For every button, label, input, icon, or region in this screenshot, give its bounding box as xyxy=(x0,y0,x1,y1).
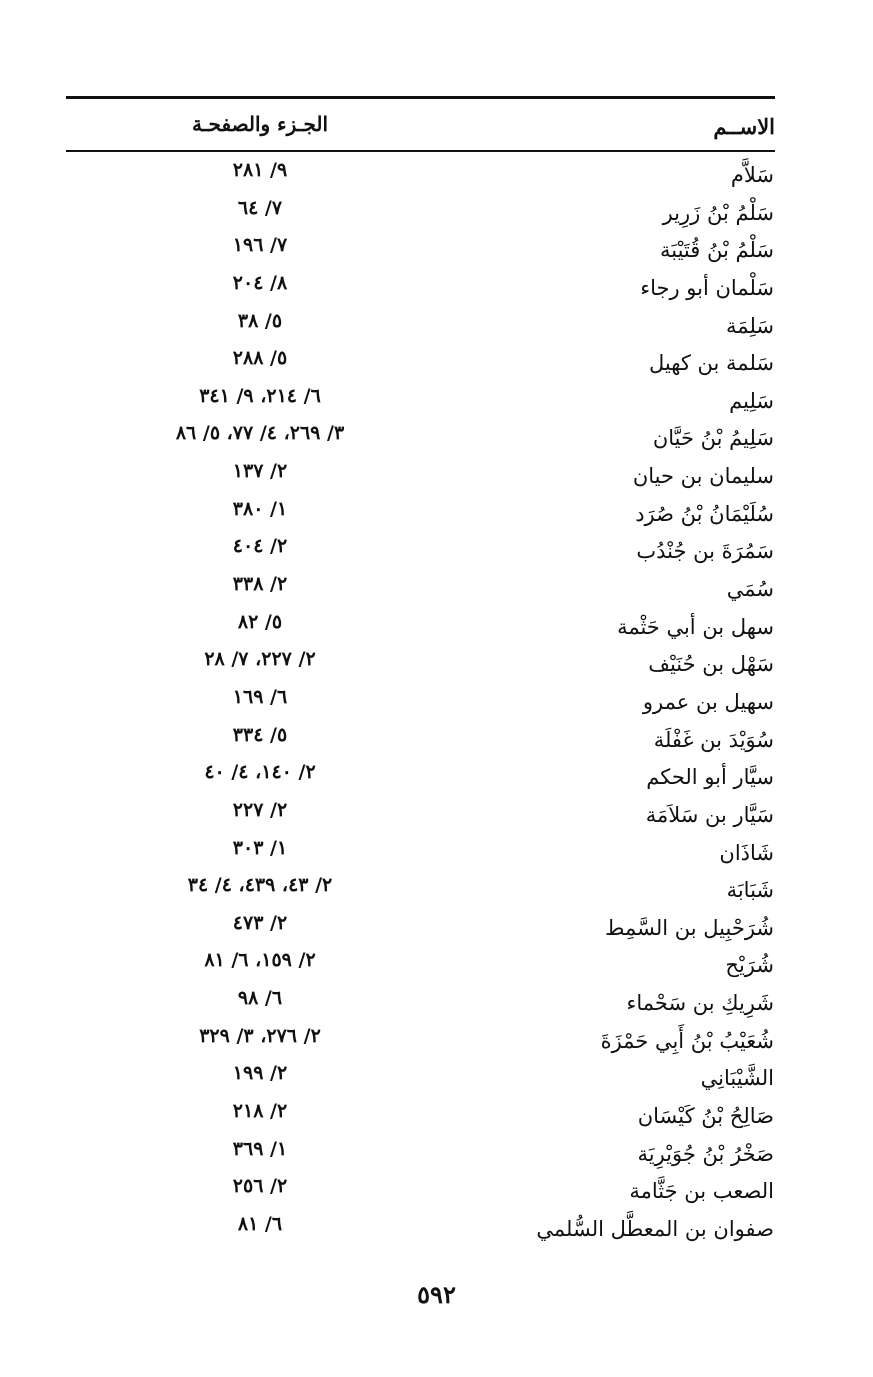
list-item xyxy=(0,566,873,604)
narrator-name: شَرِيكِ بن سَحْماء xyxy=(626,991,774,1016)
volume-page-reference: ٢/ ٢٥٦ xyxy=(232,1175,288,1198)
list-item xyxy=(0,491,873,529)
narrator-name: سَلْمان أبو رجاء xyxy=(640,275,774,300)
volume-page-reference: ٢/ ١٣٧ xyxy=(232,460,288,483)
volume-page-reference: ٢/ ٢٢٧، ٧/ ٢٨ xyxy=(204,648,316,671)
volume-page-reference: ٢/ ٢١٨ xyxy=(232,1100,288,1123)
narrator-name: سَيَّار بن سَلاَمَة xyxy=(645,802,774,827)
name-column-header: الاســم xyxy=(713,114,775,139)
list-item xyxy=(0,1131,873,1169)
list-item xyxy=(0,1093,873,1131)
narrator-name: سُلَيْمَانُ بْنُ صُرَد xyxy=(635,501,774,526)
volume-page-reference: ٩/ ٢٨١ xyxy=(232,159,288,181)
narrator-name: صَالِحُ بْنُ كَيْسَان xyxy=(637,1104,774,1129)
narrator-name: شُعَيْبُ بْنُ أَبِي حَمْزَةَ xyxy=(600,1028,774,1053)
narrator-name: شَاذَان xyxy=(719,840,774,865)
volume-page-reference: ٢/ ٤٠٤ xyxy=(232,535,288,558)
list-item xyxy=(0,1168,873,1206)
list-item xyxy=(0,867,873,905)
narrator-name: سَلِيم xyxy=(729,388,774,413)
volume-page-reference: ١/ ٣٦٩ xyxy=(232,1137,288,1160)
narrator-name: سَلمة بن كهيل xyxy=(648,351,774,376)
list-item xyxy=(0,942,873,980)
list-item xyxy=(0,1018,873,1056)
volume-page-reference: ١/ ٣٨٠ xyxy=(232,497,288,520)
volume-page-reference: ٢/ ٢٢٧ xyxy=(232,798,288,821)
list-item xyxy=(0,641,873,679)
list-item xyxy=(0,905,873,943)
narrator-name: صَخْرُ بْنُ جُوَيْرِيَة xyxy=(637,1141,774,1166)
narrator-name: سُمَي xyxy=(726,577,774,602)
narrator-name: سهيل بن عمرو xyxy=(642,689,774,714)
narrator-name: شُرَيْح xyxy=(725,953,774,978)
list-item xyxy=(0,679,873,717)
narrator-name: سليمان بن حيان xyxy=(632,464,774,489)
narrator-name: الشَّيْبَانِي xyxy=(700,1066,774,1091)
list-item xyxy=(0,830,873,868)
list-item xyxy=(0,227,873,265)
narrator-name: سَلِيمُ بْنُ حَيَّان xyxy=(652,426,774,451)
volume-page-reference: ٢/ ٤٣، ٤٣٩، ٤/ ٣٤ xyxy=(187,874,333,897)
list-item xyxy=(0,303,873,341)
list-item xyxy=(0,415,873,453)
narrator-name: الصعب بن جَثَّامة xyxy=(629,1179,774,1204)
list-item xyxy=(0,528,873,566)
volume-page-reference: ٥/ ٢٨٨ xyxy=(232,347,288,370)
list-item xyxy=(0,453,873,491)
list-item xyxy=(0,1055,873,1093)
list-item xyxy=(0,152,873,190)
volume-page-reference: ١/ ٣٠٣ xyxy=(232,836,288,859)
volume-page-reference: ٢/ ١٥٩، ٦/ ٨١ xyxy=(204,949,316,972)
page-number: ٥٩٢ xyxy=(417,1280,456,1309)
volume-page-reference: ٦/ ١٦٩ xyxy=(232,685,288,708)
list-item xyxy=(0,340,873,378)
volume-page-reference: ٦/ ٩٨ xyxy=(237,987,283,1010)
list-item xyxy=(0,190,873,228)
narrator-name: شَبَابَة xyxy=(726,878,774,903)
narrator-name: سَلْمُ بْنُ زَرِير xyxy=(662,200,774,225)
volume-page-reference: ٦/ ٢١٤، ٩/ ٣٤١ xyxy=(199,384,321,407)
narrator-name: سيَّار أبو الحكم xyxy=(646,765,774,790)
list-item xyxy=(0,717,873,755)
volume-page-reference: ٥/ ٨٢ xyxy=(237,610,283,633)
volume-page-reference: ٢/ ٢٧٦، ٣/ ٣٢٩ xyxy=(199,1024,321,1047)
narrator-name: سَلْمُ بْنُ قُتَيْبَة xyxy=(659,238,774,263)
volume-page-reference: ٢/ ١٩٩ xyxy=(232,1062,288,1085)
volume-page-reference: ٥/ ٣٨ xyxy=(237,309,283,332)
volume-page-reference: ٢/ ٣٣٨ xyxy=(232,573,288,596)
volume-page-reference: ٧/ ١٩٦ xyxy=(232,234,288,257)
list-item xyxy=(0,604,873,642)
narrator-name: سهل بن أبي حَثْمة xyxy=(617,614,774,639)
volume-page-reference: ٣/ ٢٦٩، ٤/ ٧٧، ٥/ ٨٦ xyxy=(175,422,345,445)
list-item xyxy=(0,792,873,830)
narrator-name: سَلاَّم xyxy=(730,163,774,187)
narrator-name: سُوَيْدَ بن غَفْلَة xyxy=(653,727,774,752)
narrator-name: سَلِمَة xyxy=(726,313,774,338)
volume-page-reference: ٥/ ٣٣٤ xyxy=(232,723,288,746)
volume-page-reference: ٢/ ١٤٠، ٤/ ٤٠ xyxy=(204,761,316,784)
volume-page-column-header: الجـزء والصفحـة xyxy=(191,112,329,136)
narrator-name: سَهْل بن حُنَيْف xyxy=(648,652,774,677)
volume-page-reference: ٦/ ٨١ xyxy=(237,1212,283,1235)
volume-page-reference: ٢/ ٤٧٣ xyxy=(232,911,288,934)
volume-page-reference: ٧/ ٦٤ xyxy=(237,196,283,219)
narrator-name: شُرَحْبِيل بن السَّمِط xyxy=(605,915,774,940)
list-item xyxy=(0,980,873,1018)
list-item xyxy=(0,754,873,792)
volume-page-reference: ٨/ ٢٠٤ xyxy=(232,271,288,294)
list-item xyxy=(0,1206,873,1244)
index-list xyxy=(0,152,873,1244)
narrator-name: صفوان بن المعطَّل السُّلمي xyxy=(536,1216,774,1241)
list-item xyxy=(0,378,873,416)
narrator-name: سَمُرَةَ بن جُنْدُب xyxy=(636,539,774,564)
list-item xyxy=(0,265,873,303)
top-rule xyxy=(66,96,775,99)
